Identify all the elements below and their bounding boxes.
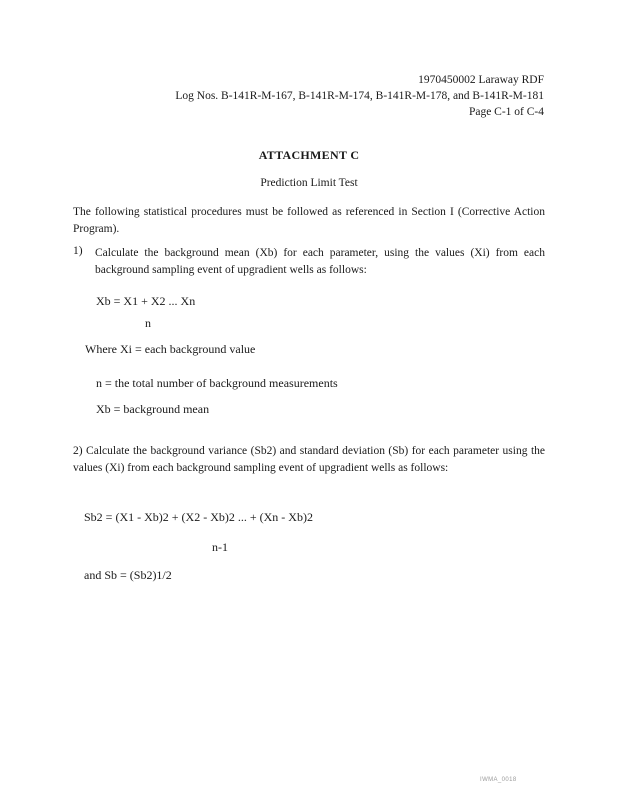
mean-formula-denominator: n — [145, 316, 151, 330]
step2-text: 2) Calculate the background variance (Sb2) and standard deviation (Sb) for each parameter using the values (Xi) from each background sampling event of upgradient wells as follows: — [73, 445, 545, 474]
sb-definition: and Sb = (Sb2)1/2 — [84, 568, 172, 582]
attachment-subtitle: Prediction Limit Test — [260, 177, 358, 189]
header-id-line: 1970450002 Laraway RDF — [418, 74, 544, 86]
header-page-number: Page C-1 of C-4 — [468, 106, 544, 118]
intro-paragraph: The following statistical procedures must be followed as referenced in Section I (Corrective Action Program). — [73, 206, 545, 235]
where-line: Where Xi = each background value — [85, 342, 256, 356]
step1-number: 1) — [73, 245, 83, 257]
step1-text: Calculate the background mean (Xb) for each parameter, using the values (Xi) from each background sampling event of upgradient wells as follows: — [95, 247, 545, 276]
bates-stamp: IWMA_0018 — [480, 777, 517, 783]
xb-definition: Xb = background mean — [96, 402, 210, 416]
mean-formula-numerator: Xb = X1 + X2 ... Xn — [96, 294, 196, 308]
attachment-title: ATTACHMENT C — [258, 148, 360, 162]
variance-formula-denominator: n-1 — [212, 540, 228, 554]
variance-formula-numerator: Sb2 = (X1 - Xb)2 + (X2 - Xb)2 ... + (Xn - Xb)2 — [84, 510, 313, 524]
header-log-numbers: Log Nos. B-141R-M-167, B-141R-M-174, B-141R-M-178, and B-141R-M-181 — [175, 90, 544, 102]
n-definition: n = the total number of background measurements — [96, 376, 338, 390]
